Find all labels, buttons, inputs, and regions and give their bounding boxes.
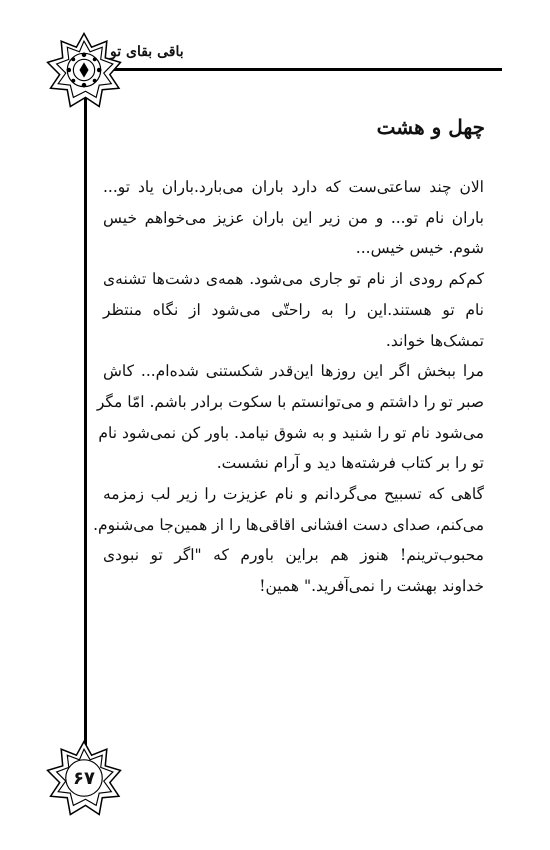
body-text xyxy=(93,172,484,602)
text-line: مرا ببخش اگر این روزها این‌قدر شکستنی شده‌ام... کاش xyxy=(103,362,484,381)
text-line: محبوب‌ترینم! هنوز هم براین باورم که "اگر تو نبودی xyxy=(103,546,484,565)
chapter-title: چهل و هشت xyxy=(376,115,485,139)
text-line: می‌کنم، صدای دست افشانی اقاقی‌ها را از همین‌جا می‌شنوم. xyxy=(93,515,484,534)
text-line: تمشک‌ها خواند. xyxy=(385,331,484,350)
text-line: کم‌کم رودی از نام تو جاری می‌شود. همه‌ی دشت‌ها تشنه‌ی xyxy=(103,270,484,289)
text-line: شوم. خیس خیس... xyxy=(355,239,484,258)
text-line: نام تو هستند.این را به راحتّی می‌شود از نگاه منتظر xyxy=(103,300,484,319)
text-line: گاهی که تسبیح می‌گردانم و نام عزیزت را زیر لب زمزمه xyxy=(103,485,484,504)
text-line: صبر تو را داشتم و می‌توانستم با سکوت برادر باشم. امّا مگر xyxy=(96,392,484,411)
text-line: می‌شود نام تو را شنید و به شوق نیامد. باور کن نمی‌شود نام xyxy=(98,423,484,442)
margin-rule xyxy=(84,70,87,760)
running-header: باقی بقای تو xyxy=(110,44,184,60)
text-line: الان چند ساعتی‌ست که دارد باران می‌بارد.باران یاد تو... xyxy=(103,178,484,196)
text-line: تو را بر کتاب فرشته‌ها دید و آرام نشست. xyxy=(216,454,484,473)
text-line: باران نام تو... و من زیر این باران عزیز می‌خواهم خیس xyxy=(103,208,484,227)
page-number: ۶۷ xyxy=(73,767,95,789)
text-line: خداوند بهشت را نمی‌آفرید." همین! xyxy=(259,577,484,596)
header-rule xyxy=(84,68,502,71)
